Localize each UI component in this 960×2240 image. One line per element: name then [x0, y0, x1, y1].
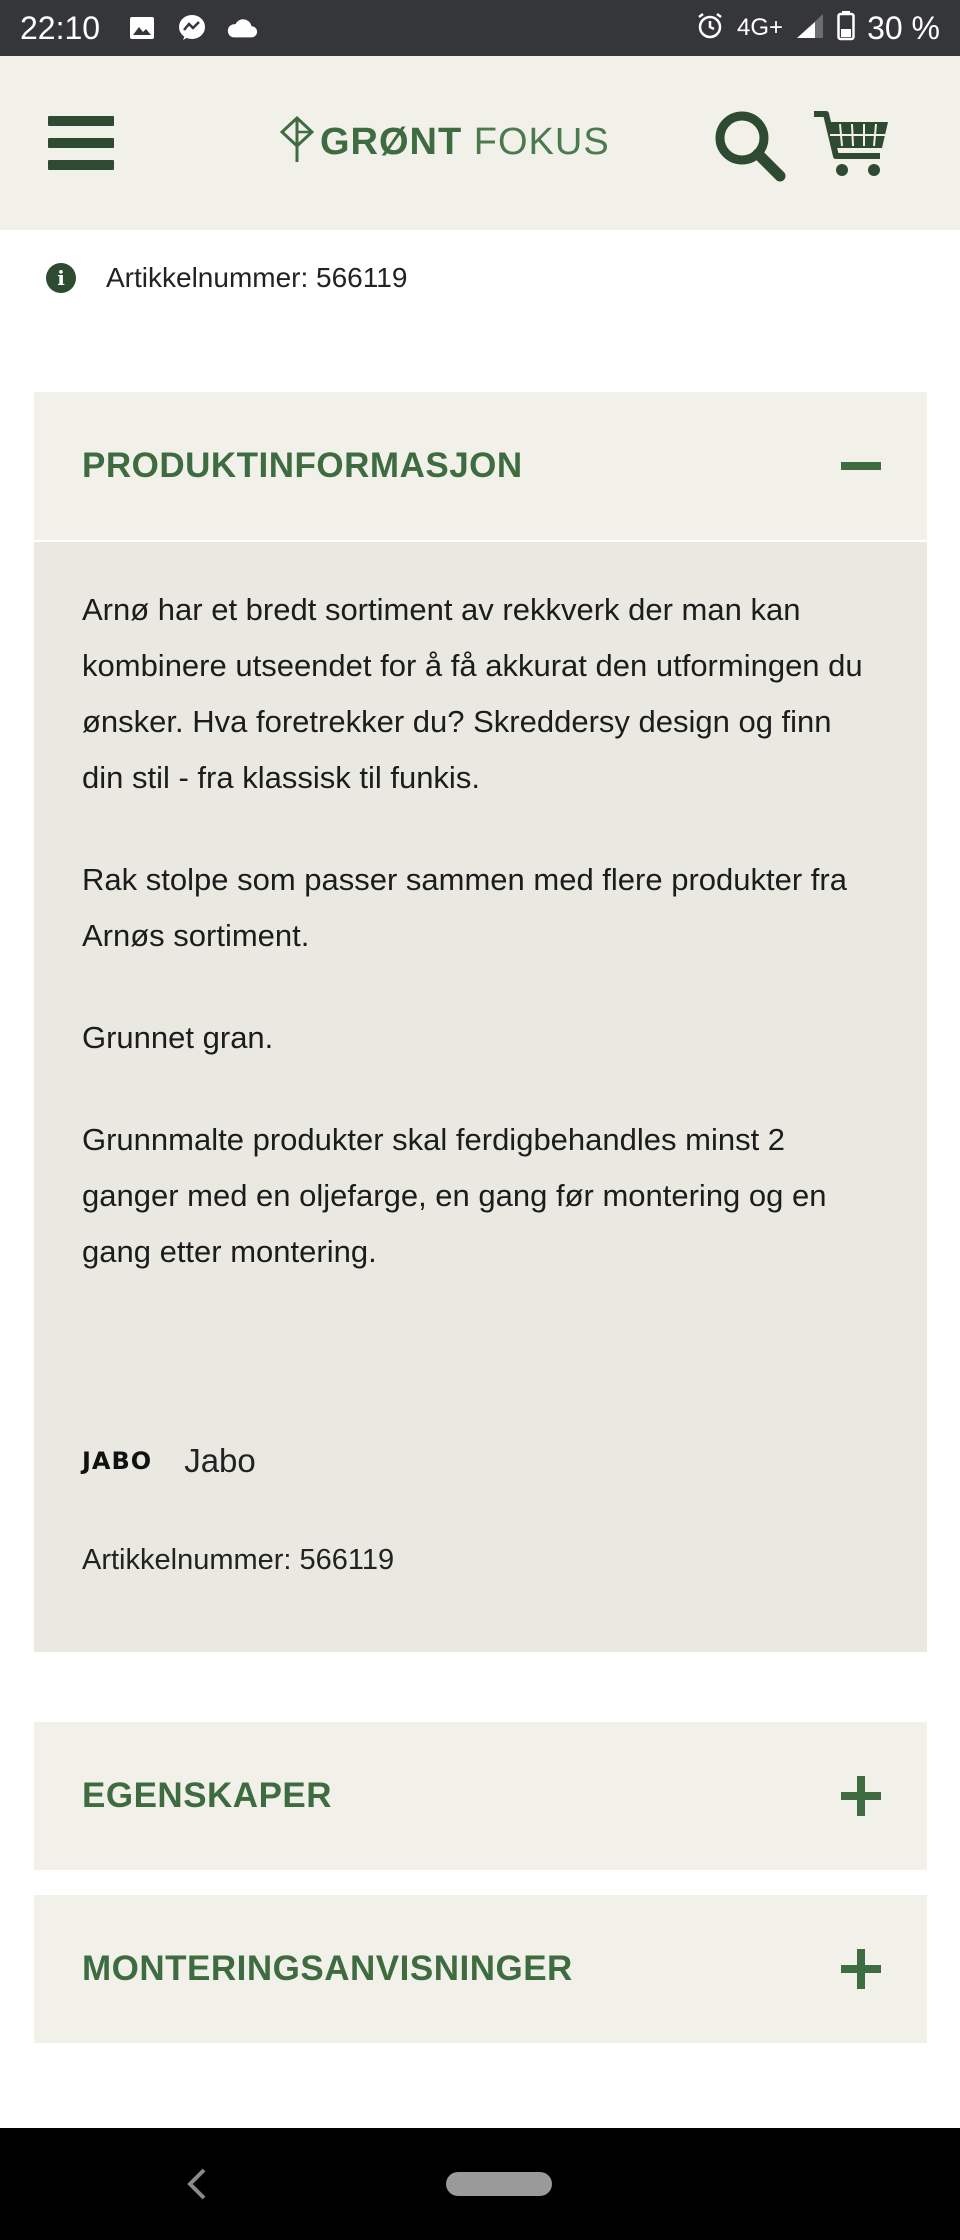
logo-thin: FOKUS — [473, 120, 610, 163]
network-type: 4G+ — [737, 14, 784, 41]
leaf-icon — [280, 116, 314, 169]
minus-icon[interactable] — [841, 446, 881, 486]
brand-logo: JABO — [82, 1447, 153, 1475]
battery-percent: 30 % — [867, 9, 940, 46]
brand-name[interactable]: Jabo — [184, 1442, 256, 1479]
signal-icon — [795, 12, 825, 45]
search-icon[interactable] — [712, 108, 788, 184]
description-paragraph: Grunnet gran. — [82, 1020, 274, 1055]
site-header — [0, 56, 960, 230]
accordion-egenskaper[interactable] — [34, 1722, 927, 1870]
menu-icon[interactable] — [48, 116, 114, 170]
cloud-icon — [226, 12, 258, 44]
image-icon — [126, 12, 158, 44]
article-number: Artikkelnummer: 566119 — [82, 1544, 395, 1576]
description-paragraph: Grunnmalte produkter skal ferdigbehandles minst 2 ganger med en oljefarge, en gang før montering og en gang etter montering. — [82, 1122, 827, 1269]
logo-bold: GRØNT — [320, 120, 463, 163]
description-paragraph: Rak stolpe som passer sammen med flere produkter fra Arnøs sortiment. — [82, 862, 847, 953]
plus-icon[interactable] — [841, 1776, 881, 1816]
brand-row — [82, 1442, 256, 1480]
accordion-title: MONTERINGSANVISNINGER — [82, 1949, 573, 1988]
system-nav-bar — [0, 2128, 960, 2240]
article-number-row — [46, 262, 407, 294]
messenger-icon — [176, 12, 208, 44]
article-number: Artikkelnummer: 566119 — [106, 262, 408, 293]
accordion-body-produktinformasjon — [34, 542, 927, 1652]
status-bar — [0, 0, 960, 56]
home-pill-button[interactable] — [446, 2172, 552, 2196]
accordion-title: PRODUKTINFORMASJON — [82, 446, 523, 485]
accordion-produktinformasjon[interactable] — [34, 392, 927, 540]
info-icon: i — [46, 263, 76, 293]
accordion-title: EGENSKAPER — [82, 1776, 333, 1815]
site-logo[interactable] — [280, 114, 610, 170]
description-paragraph: Arnø har et bredt sortiment av rekkverk der man kan kombinere utseendet for å få akkurat den utformingen du ønsker. Hva foretrekker du? Skreddersy design og finn din stil - fra klassisk til funkis. — [82, 592, 863, 795]
cart-icon[interactable] — [812, 106, 892, 182]
status-time: 22:10 — [20, 9, 101, 46]
alarm-icon — [695, 11, 725, 46]
battery-icon — [837, 11, 855, 46]
accordion-monteringsanvisninger[interactable] — [34, 1895, 927, 2043]
back-icon[interactable] — [180, 2166, 216, 2202]
plus-icon[interactable] — [841, 1949, 881, 1989]
